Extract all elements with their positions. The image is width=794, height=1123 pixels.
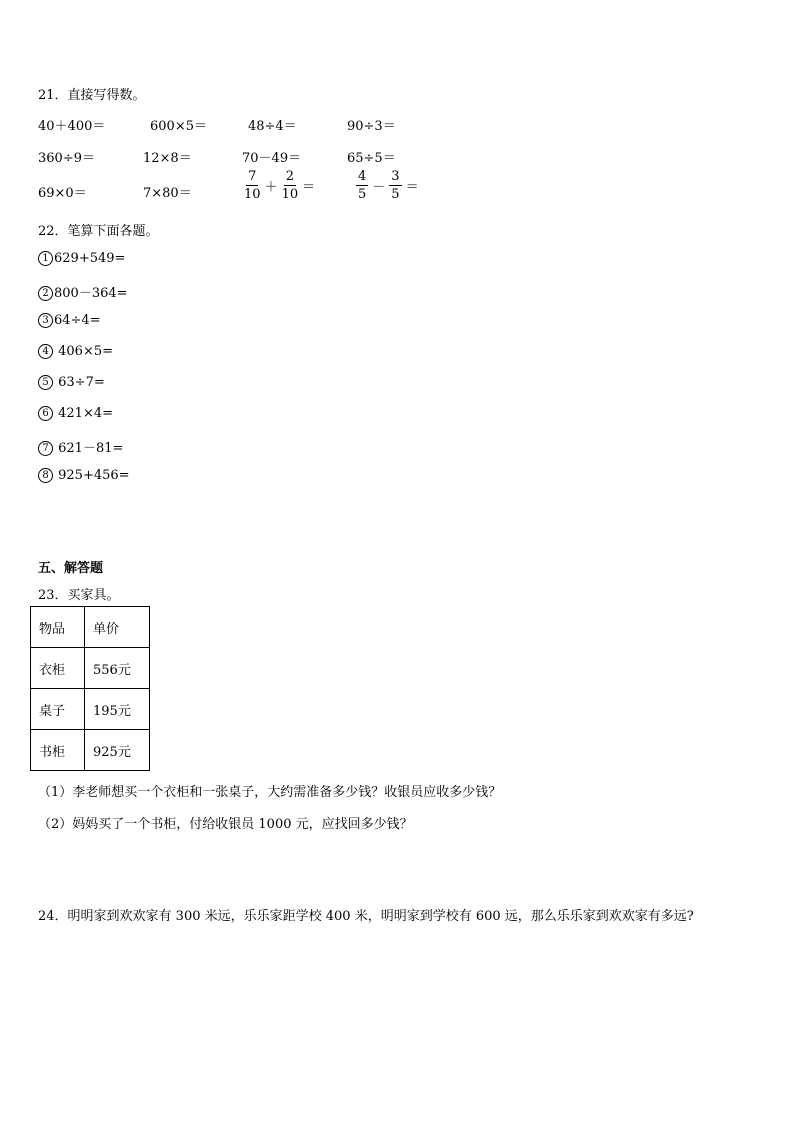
q21-fraction-expr-2	[356, 170, 423, 201]
circled-number-2: 2	[38, 286, 53, 301]
q22-item-6	[38, 406, 113, 421]
fraction-3-5	[389, 170, 401, 201]
q21-r3-c1: 69×0＝	[38, 186, 87, 201]
equals-sign: ＝	[405, 180, 419, 195]
q21-title: 21．直接写得数。	[38, 88, 146, 103]
fraction-numerator: 4	[358, 169, 367, 184]
q21-r2-c4: 65÷5＝	[347, 151, 396, 166]
q22-item-5	[38, 375, 105, 390]
table-header-row	[31, 607, 150, 648]
q22-expr: 63÷7=	[58, 375, 105, 390]
price-table	[30, 606, 150, 771]
table-row	[31, 730, 150, 771]
fraction-7-10	[244, 170, 261, 201]
fraction-numerator: 2	[285, 169, 294, 184]
cell-price: 556元	[85, 648, 150, 689]
q22-title: 22．笔算下面各题。	[38, 224, 159, 239]
minus-operator: －	[372, 180, 386, 195]
q21-r1-c1: 40＋400＝	[38, 119, 106, 134]
q22-expr: 421×4=	[58, 406, 114, 421]
q21-r2-c2: 12×8＝	[143, 151, 192, 166]
table-row	[31, 689, 150, 730]
q22-expr: 629+549=	[54, 251, 126, 266]
q21-fraction-expr-1	[244, 170, 319, 201]
header-price: 单价	[85, 607, 150, 648]
q22-item-3	[38, 313, 101, 328]
cell-item: 衣柜	[31, 648, 85, 689]
header-item: 物品	[31, 607, 85, 648]
plus-operator: ＋	[264, 180, 278, 195]
q22-item-7	[38, 437, 123, 456]
circled-number-8: 8	[38, 468, 53, 483]
fraction-4-5	[356, 170, 368, 201]
q22-item-8	[38, 468, 130, 483]
circled-number-6: 6	[38, 406, 53, 421]
circled-number-4: 4	[38, 344, 53, 359]
equals-sign: ＝	[302, 180, 316, 195]
q22-expr: 64÷4=	[54, 313, 101, 328]
fraction-denominator: 10	[244, 187, 261, 202]
q21-r3-c2: 7×80＝	[143, 186, 192, 201]
q21-r2-c1: 360÷9＝	[38, 151, 95, 166]
q22-expr: 621－81=	[58, 441, 124, 456]
cell-price: 925元	[85, 730, 150, 771]
q22-item-2	[38, 282, 128, 301]
circled-number-1: 1	[38, 251, 53, 266]
section-5-heading: 五、解答题	[38, 561, 104, 576]
fraction-2-10	[282, 170, 299, 201]
fraction-denominator: 5	[358, 187, 367, 202]
q21-r1-c3: 48÷4＝	[248, 119, 297, 134]
q22-expr: 925+456=	[58, 468, 130, 483]
q21-r2-c3: 70－49＝	[242, 151, 302, 166]
q22-expr: 406×5=	[58, 344, 114, 359]
cell-item: 书柜	[31, 730, 85, 771]
q21-r1-c2: 600×5＝	[150, 119, 207, 134]
cell-item: 桌子	[31, 689, 85, 730]
q23-subquestion-2: （2）妈妈买了一个书柜，付给收银员 1000 元，应找回多少钱？	[38, 817, 413, 832]
q24-text: 24．明明家到欢欢家有 300 米远，乐乐家距学校 400 米，明明家到学校有 600 远，那么乐乐家到欢欢家有多远?	[38, 909, 694, 924]
circled-number-3: 3	[38, 313, 53, 328]
fraction-numerator: 7	[248, 169, 257, 184]
q21-r1-c4: 90÷3＝	[347, 119, 396, 134]
q22-expr: 800－364=	[54, 286, 128, 301]
cell-price: 195元	[85, 689, 150, 730]
fraction-denominator: 5	[391, 187, 400, 202]
q22-item-4	[38, 344, 113, 359]
fraction-numerator: 3	[391, 169, 400, 184]
circled-number-7: 7	[38, 441, 53, 456]
fraction-denominator: 10	[281, 187, 299, 202]
circled-number-5: 5	[38, 375, 53, 390]
q22-item-1	[38, 251, 125, 266]
q23-title: 23．买家具。	[38, 588, 120, 603]
q23-subquestion-1: （1）李老师想买一个衣柜和一张桌子，大约需准备多少钱？收银员应收多少钱？	[38, 785, 502, 800]
table-row	[31, 648, 150, 689]
